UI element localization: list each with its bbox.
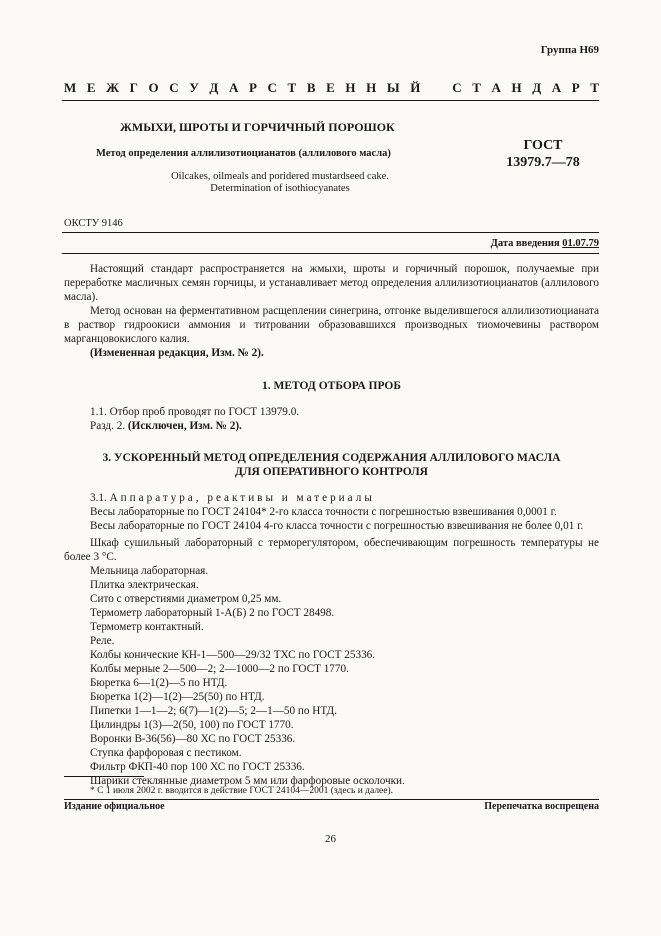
banner-letter: А — [551, 80, 562, 95]
clause-1-1: 1.1. Отбор проб проводят по ГОСТ 13979.0. — [90, 406, 300, 418]
equipment-item: Термометр лабораторный 1-А(Б) 2 по ГОСТ 28498. — [90, 607, 335, 619]
equipment-item: Шарики стеклянные диаметром 5 мм или фарфоровые осколочки. — [90, 775, 405, 787]
english-title-line: Oilcakes, oilmeals and poridered mustardseed cake. — [171, 171, 389, 182]
english-title — [150, 171, 410, 195]
banner-letter: Н — [345, 80, 356, 95]
banner-letter: Н — [511, 80, 522, 95]
banner-letter: Ж — [106, 80, 120, 95]
equipment-item: Сито с отверстиями диаметром 0,25 мм. — [90, 593, 282, 605]
amendment-note: (Измененная редакция, Изм. № 2). — [90, 347, 264, 359]
equipment-item: Бюретка 6—1(2)—5 по НТД. — [90, 677, 228, 689]
banner-letter: Й — [410, 80, 421, 95]
equipment-item: Реле. — [90, 635, 115, 647]
edition-label: Издание официальное — [64, 801, 165, 812]
banner-letter: С — [169, 80, 179, 95]
page-number: 26 — [325, 833, 336, 845]
banner-letter: Р — [248, 80, 257, 95]
equipment-item: Воронки В-36(56)—80 ХС по ГОСТ 25336. — [90, 733, 296, 745]
banner-letter: Ы — [386, 80, 400, 95]
okstu-code: ОКСТУ 9146 — [64, 218, 123, 229]
banner-letter: С — [267, 80, 277, 95]
section-heading-1: 1. МЕТОД ОТБОРА ПРОБ — [262, 380, 401, 392]
english-title-line: Determination of isothiocyanates — [210, 183, 350, 194]
banner-letter: Е — [86, 80, 96, 95]
banner-letter: М — [64, 80, 77, 95]
header-rule — [62, 100, 599, 101]
equipment-item: Шкаф сушильный лабораторный с терморегулятором, обеспечивающим погрешность температуры не более 3 °С. — [64, 537, 599, 563]
clause-3-1 — [64, 491, 599, 505]
section-heading-3-cont: ДЛЯ ОПЕРАТИВНОГО КОНТРОЛЯ — [235, 466, 428, 478]
banner-letter: Т — [590, 80, 599, 95]
gost-number: 13979.7—78 — [506, 155, 580, 170]
gost-label: ГОСТ — [523, 138, 563, 153]
group-code: Группа Н69 — [540, 44, 599, 56]
equipment-item: Колбы конические КН-1—500—29/32 ТХС по ГОСТ 25336. — [90, 649, 376, 661]
equipment-item: Фильтр ФКП-40 пор 100 ХС по ГОСТ 25336. — [90, 761, 305, 773]
section-heading-3: 3. УСКОРЕННЫЙ МЕТОД ОПРЕДЕЛЕНИЯ СОДЕРЖАНИЯ АЛЛИЛОВОГО МАСЛА — [102, 452, 561, 464]
banner-letter: О — [148, 80, 159, 95]
date-rule — [62, 253, 599, 254]
meta-rule — [62, 232, 599, 233]
banner-letter: Н — [366, 80, 377, 95]
amendment-note: (Исключен, Изм. № 2). — [127, 420, 242, 432]
banner-letter: Д — [209, 80, 219, 95]
document-body — [64, 262, 599, 788]
banner-letter: В — [306, 80, 316, 95]
paragraph: Настоящий стандарт распространяется на жмыхи, шроты и горчичный порошок, получаемые при переработке масличных семян горчицы, и устанавливает метод определения аллилизотиоцианатов (аллилового масла). — [64, 263, 599, 303]
banner-letter: Т — [472, 80, 481, 95]
equipment-item: Мельница лабораторная. — [90, 565, 209, 577]
banner-letter: Т — [287, 80, 297, 95]
banner-letter: У — [189, 80, 199, 95]
banner-letter: А — [491, 80, 501, 95]
section-ref: Разд. 2. — [90, 420, 126, 432]
standard-banner — [64, 80, 599, 96]
reprint-notice: Перепечатка воспрещена — [484, 801, 599, 812]
equipment-item: Пипетки 1—1—2; 6(7)—1(2)—5; 2—1—50 по НТД. — [90, 705, 337, 717]
document-subtitle: Метод определения аллилизотиоцианатов (аллилового масла) — [96, 148, 391, 159]
clause-title: Аппаратура, реактивы и материалы — [109, 492, 375, 504]
footer-rule — [64, 799, 599, 800]
footnote-separator — [64, 776, 144, 777]
equipment-item: Бюретка 1(2)—1(2)—25(50) по НТД. — [90, 691, 265, 703]
section-2-note — [64, 419, 599, 433]
document-title: ЖМЫХИ, ШРОТЫ И ГОРЧИЧНЫЙ ПОРОШОК — [120, 120, 395, 134]
equipment-item: Цилиндры 1(3)—2(50, 100) по ГОСТ 1770. — [90, 719, 294, 731]
banner-letter: Е — [326, 80, 335, 95]
banner-letter: Р — [571, 80, 580, 95]
banner-letter: А — [228, 80, 239, 95]
introduction-date — [491, 238, 599, 249]
banner-letter: Д — [532, 80, 542, 95]
footnote: * С 1 июля 2002 г. вводится в действие ГОСТ 24104—2001 (здесь и далее). — [90, 786, 394, 796]
paragraph: Метод основан на ферментативном расщеплении синегрина, отгонке выделившегося аллилизотиоцианата в раствор гидроокиси аммония и титровании образовавшихся производных тиомочевины раствором марганцовокислого калия. — [64, 305, 599, 345]
banner-letter: Г — [129, 80, 138, 95]
date-label: Дата введения — [490, 238, 560, 249]
equipment-item: Термометр контактный. — [90, 621, 204, 633]
equipment-item: Весы лабораторные по ГОСТ 24104* 2-го класса точности с погрешностью взвешивания 0,0001 г. — [90, 506, 557, 518]
equipment-item: Колбы мерные 2—500—2; 2—1000—2 по ГОСТ 1770. — [90, 663, 349, 675]
equipment-item: Плитка электрическая. — [90, 579, 199, 591]
clause-number: 3.1. — [90, 492, 107, 504]
equipment-item: Ступка фарфоровая с пестиком. — [90, 747, 242, 759]
date-value: 01.07.79 — [562, 238, 599, 249]
equipment-item: Весы лабораторные по ГОСТ 24104 4-го класса точности с погрешностью взвешивания не более 0,01 г. — [90, 520, 584, 532]
banner-letter: С — [452, 80, 462, 95]
